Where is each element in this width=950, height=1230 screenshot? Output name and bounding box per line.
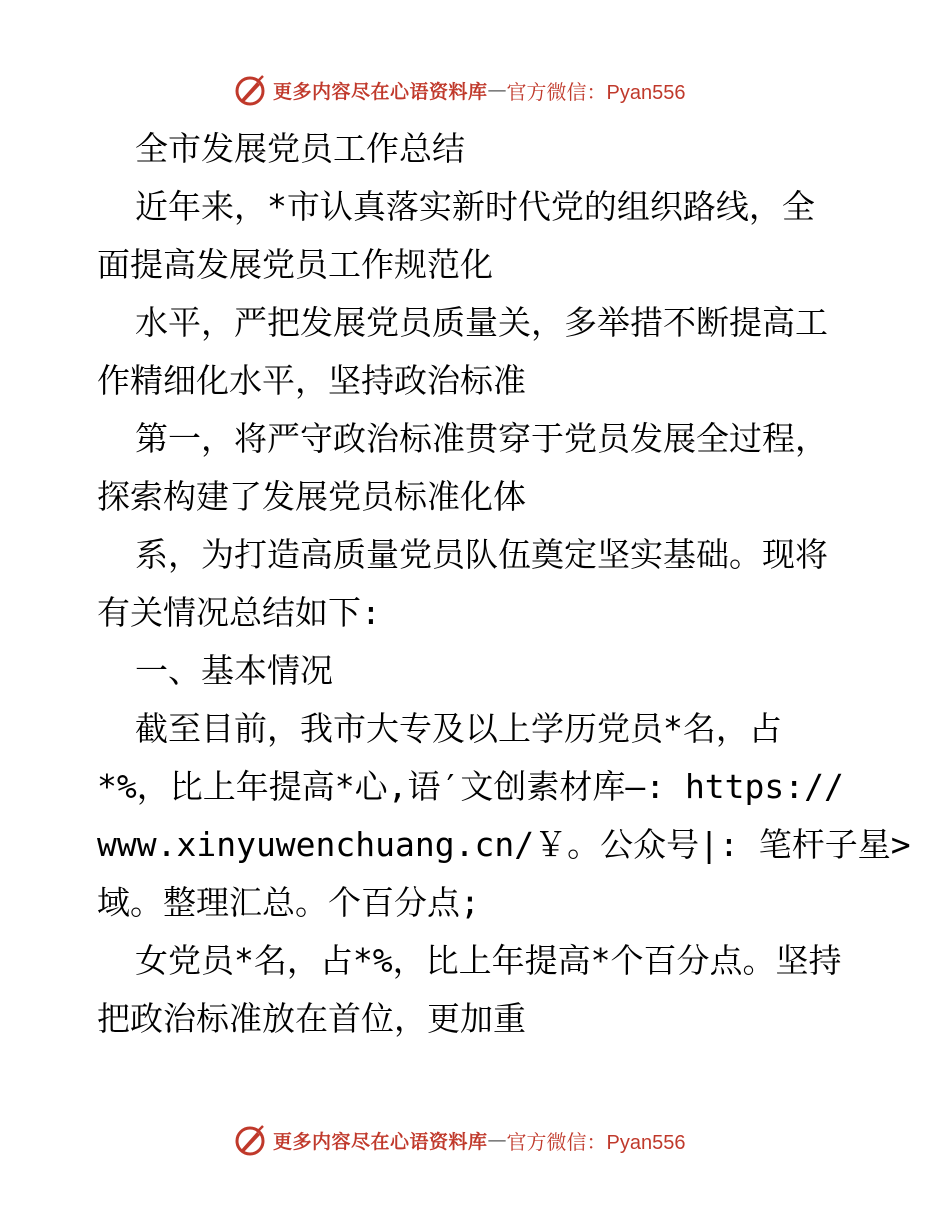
paragraph-line: 把政治标准放在首位，更加重: [97, 999, 526, 1038]
watermark-contact-text: 官方微信：Pyan556: [506, 81, 686, 104]
watermark-promo-text: 更多内容尽在心语资料库: [273, 80, 488, 103]
paragraph-line: 有关情况总结如下:: [97, 593, 381, 632]
header-watermark: [233, 72, 733, 108]
watermark-separator: —: [487, 79, 507, 101]
footer-watermark: [233, 1122, 733, 1158]
watermark-separator: —: [487, 1129, 507, 1151]
watermark-contact-text: 官方微信：Pyan556: [506, 1131, 686, 1154]
paragraph-line: *%，比上年提高*心,语′文创素材库—: https://: [97, 767, 844, 806]
paragraph-line: www.xinyuwenchuang.cn/￥。公众号|: 笔杆子星>: [97, 825, 911, 864]
section-heading: 一、基本情况: [135, 651, 333, 690]
paragraph-line: 截至目前，我市大专及以上学历党员*名，占: [135, 709, 782, 748]
paragraph-line: 近年来，*市认真落实新时代党的组织路线，全: [135, 187, 815, 226]
paragraph-line: 面提高发展党员工作规范化: [97, 245, 493, 284]
paragraph-line: 域。整理汇总。个百分点;: [97, 883, 480, 922]
quill-pen-icon: [233, 1123, 267, 1157]
watermark-promo-text: 更多内容尽在心语资料库: [273, 1130, 488, 1153]
paragraph-line: 作精细化水平，坚持政治标准: [97, 361, 526, 400]
quill-pen-icon: [233, 73, 267, 107]
paragraph-line: 探索构建了发展党员标准化体: [97, 477, 526, 516]
paragraph-line: 女党员*名，占*%，比上年提高*个百分点。坚持: [135, 941, 842, 980]
document-title: 全市发展党员工作总结: [135, 129, 465, 168]
document-body: [97, 120, 911, 1048]
paragraph-line: 水平，严把发展党员质量关，多举措不断提高工: [135, 303, 828, 342]
paragraph-line: 第一，将严守政治标准贯穿于党员发展全过程，: [135, 419, 828, 458]
paragraph-line: 系，为打造高质量党员队伍奠定坚实基础。现将: [135, 535, 828, 574]
